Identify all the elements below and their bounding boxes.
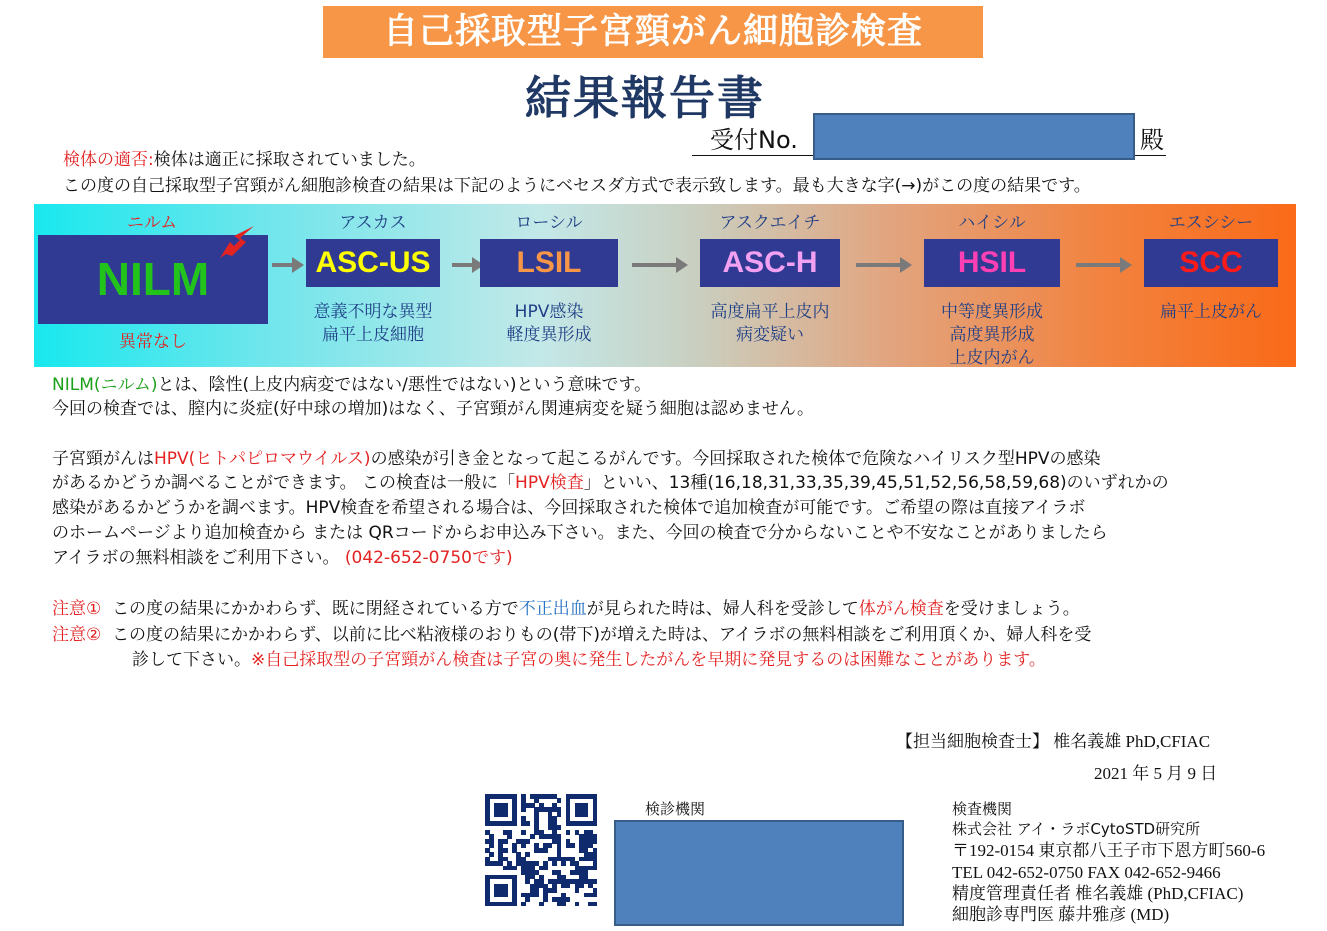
irregular-bleeding-term: 不正出血: [518, 599, 587, 619]
qr-module: [593, 893, 598, 898]
stage-box-lsil: LSIL: [480, 239, 618, 287]
qr-module: [525, 821, 530, 826]
qr-module: [543, 848, 548, 853]
stage-desc-scc: 扁平上皮がん: [1160, 302, 1262, 322]
qr-code-icon[interactable]: [485, 794, 597, 906]
stage-box-asch: ASC-H: [700, 239, 840, 287]
qr-module: [566, 884, 571, 889]
stage-desc-asch-1: 高度扁平上皮内: [710, 302, 830, 322]
arrow-right-icon: [272, 263, 294, 267]
nilm-term: NILM(ニルム): [52, 375, 158, 395]
stage-kana-scc: エスシシー: [1168, 213, 1254, 233]
qr-module: [570, 843, 575, 848]
qr-module: [489, 843, 494, 848]
stage-kana-ascus: アスカス: [339, 213, 407, 233]
hpv-paragraph-line-4: のホームページより追加検査から または QRコードからお申込み下さい。また、今回の検査で分からないことや不安なことがありましたら: [52, 523, 1108, 543]
lab-address: 〒192-0154 東京都八王子市下恩方町560-6: [952, 841, 1266, 860]
hpv-term: HPV(ヒトパピロマウイルス): [154, 449, 371, 469]
arrow-right-icon: [856, 263, 902, 267]
caution-2-continued: [132, 649, 1046, 671]
qr-module: [593, 821, 598, 826]
qr-module: [548, 843, 553, 848]
arrow-right-icon: [452, 263, 474, 267]
nilm-meaning: [52, 374, 651, 396]
hpv-text: の感染が引き金となって起こるがんです。今回採取された検体で危険なハイリスク型HPVの感染: [370, 449, 1101, 469]
qr-module: [552, 888, 557, 893]
qr-module: [521, 807, 526, 812]
self-sampling-limitation: ※自己採取型の子宮頸がん検査は子宮の奥に発生したがんを早期に発見するのは困難なことがあります。: [251, 650, 1046, 670]
stage-desc-ascus-1: 意義不明な異型: [313, 302, 433, 322]
nilm-meaning-text: とは、陰性(上皮内病変ではない/悪性ではない)という意味です。: [157, 375, 652, 395]
qr-module: [557, 798, 562, 803]
qr-module: [534, 893, 539, 898]
clinic-label: 検診機関: [645, 800, 706, 818]
quality-manager: 精度管理責任者 椎名義雄 (PhD,CFIAC): [952, 884, 1244, 903]
qr-module: [561, 902, 566, 907]
qr-module: [525, 897, 530, 902]
qr-module: [512, 866, 517, 871]
report-title: 結果報告書: [525, 71, 765, 125]
qr-module: [539, 902, 544, 907]
qr-module: [530, 834, 535, 839]
stage-desc-lsil-1: HPV感染: [514, 302, 584, 322]
qr-module: [525, 839, 530, 844]
qr-module: [584, 812, 589, 817]
qr-module: [557, 825, 562, 830]
hpv-text: 子宮頸がんは: [52, 449, 154, 469]
stage-desc-asch-2: 病変疑い: [736, 325, 804, 345]
qr-module: [561, 861, 566, 866]
reception-number-redaction: [813, 113, 1135, 160]
reception-number-label: 受付No.: [710, 126, 798, 154]
qr-module: [566, 897, 571, 902]
bethesda-intro: この度の自己採取型子宮頸がん細胞診検査の結果は下記のようにベセスダ方式で表示致します。最も大きな字(→)がこの度の結果です。: [63, 176, 1091, 196]
stage-desc-hsil-2: 高度異形成: [949, 325, 1035, 345]
cytopathologist: 細胞診専門医 藤井雅彦 (MD): [952, 905, 1170, 924]
hpv-paragraph-line-3: 感染があるかどうかを調べます。HPV検査を希望される場合は、今回採取された検体で追加検査が可能です。ご希望の際は直接アイラボ: [52, 498, 1086, 518]
stage-desc-hsil-1: 中等度異形成: [941, 302, 1043, 322]
result-pointer-arrow-icon: [218, 224, 258, 260]
caution-2-label: 注意②: [52, 625, 102, 645]
stage-desc-ascus-2: 扁平上皮細胞: [322, 325, 424, 345]
qr-module: [503, 893, 508, 898]
hpv-text: があるかどうか調べることができます。 この検査は一般に「: [52, 473, 516, 493]
hpv-paragraph-line-2: [52, 472, 1169, 494]
specimen-adequacy-label: 検体の適否:: [63, 150, 154, 170]
caution-text: 診して下さい。: [132, 650, 251, 670]
lab-label: 検査機関: [952, 800, 1013, 818]
qr-module: [489, 852, 494, 857]
hpv-test-term: HPV検査: [515, 473, 584, 493]
qr-module: [593, 866, 598, 871]
test-name-banner: 自己採取型子宮頸がん細胞診検査: [323, 6, 983, 58]
qr-module: [521, 843, 526, 848]
qr-module: [512, 821, 517, 826]
clinic-redaction: [614, 820, 904, 926]
qr-module: [525, 852, 530, 857]
qr-module: [575, 902, 580, 907]
qr-module: [503, 812, 508, 817]
caution-text: を受けましょう。: [943, 599, 1080, 619]
caution-text: この度の結果にかかわらず、既に閉経されている方で: [112, 599, 519, 619]
qr-module: [512, 902, 517, 907]
caution-text: この度の結果にかかわらず、以前に比べ粘液様のおりもの(帯下)が増えた時は、アイラボの無料相談をご利用頂くか、婦人科を受: [112, 625, 1092, 645]
stage-desc-hsil-3: 上皮内がん: [949, 348, 1035, 368]
current-result-statement: 今回の検査では、膣内に炎症(好中球の増加)はなく、子宮頸がん関連病変を疑う細胞は認めません。: [52, 399, 814, 419]
hpv-paragraph-line-1: [52, 448, 1101, 470]
qr-module: [521, 902, 526, 907]
qr-module: [579, 884, 584, 889]
qr-module: [521, 830, 526, 835]
inspector-signature: 【担当細胞検査士】 椎名義雄 PhD,CFIAC: [896, 732, 1211, 751]
uterine-body-test-term: 体がん検査: [858, 599, 944, 619]
specimen-adequacy: [63, 149, 426, 171]
caution-text: が見られた時は、婦人科を受診して: [586, 599, 859, 619]
stage-desc-lsil-2: 軽度異形成: [506, 325, 592, 345]
report-date: 2021 年 5 月 9 日: [1094, 764, 1218, 783]
qr-module: [552, 861, 557, 866]
stage-box-hsil: HSIL: [924, 239, 1060, 287]
qr-module: [557, 812, 562, 817]
hpv-text: 」といい、13種(16,18,31,33,35,39,45,51,52,56,58,59,68)のいずれかの: [583, 473, 1169, 493]
qr-module: [543, 866, 548, 871]
stage-kana-asch: アスクエイチ: [719, 213, 821, 233]
qr-module: [593, 879, 598, 884]
hpv-paragraph-line-5: [52, 547, 513, 569]
qr-module: [593, 839, 598, 844]
bethesda-scale-band: [34, 204, 1296, 367]
stage-box-scc: SCC: [1144, 239, 1278, 287]
hpv-text: アイラボの無料相談をご利用下さい。: [52, 548, 340, 568]
caution-1: [52, 598, 1080, 620]
qr-module: [543, 897, 548, 902]
qr-module: [503, 848, 508, 853]
lab-phone-fax: TEL 042-652-0750 FAX 042-652-9466: [952, 863, 1221, 882]
stage-kana-nilm: ニルム: [126, 213, 178, 233]
arrow-right-icon: [1076, 263, 1122, 267]
caution-1-label: 注意①: [52, 599, 102, 619]
specimen-adequacy-text: 検体は適正に採取されていました。: [153, 150, 426, 170]
lab-company: 株式会社 アイ・ラボCytoSTD研究所: [952, 820, 1201, 838]
honorific-suffix: 殿: [1140, 126, 1164, 154]
qr-module: [503, 839, 508, 844]
stage-kana-lsil: ローシル: [515, 213, 583, 233]
consultation-phone: (042-652-0750です): [344, 548, 513, 568]
stage-box-ascus: ASC-US: [306, 239, 440, 287]
qr-module: [575, 888, 580, 893]
stage-kana-hsil: ハイシル: [958, 213, 1026, 233]
caution-2: [52, 624, 1091, 646]
arrow-right-icon: [632, 263, 678, 267]
qr-module: [507, 834, 512, 839]
qr-module: [566, 830, 571, 835]
qr-module: [593, 902, 598, 907]
stage-box-nilm: NILM: [38, 235, 268, 324]
stage-desc-nilm: 異常なし: [119, 332, 187, 352]
